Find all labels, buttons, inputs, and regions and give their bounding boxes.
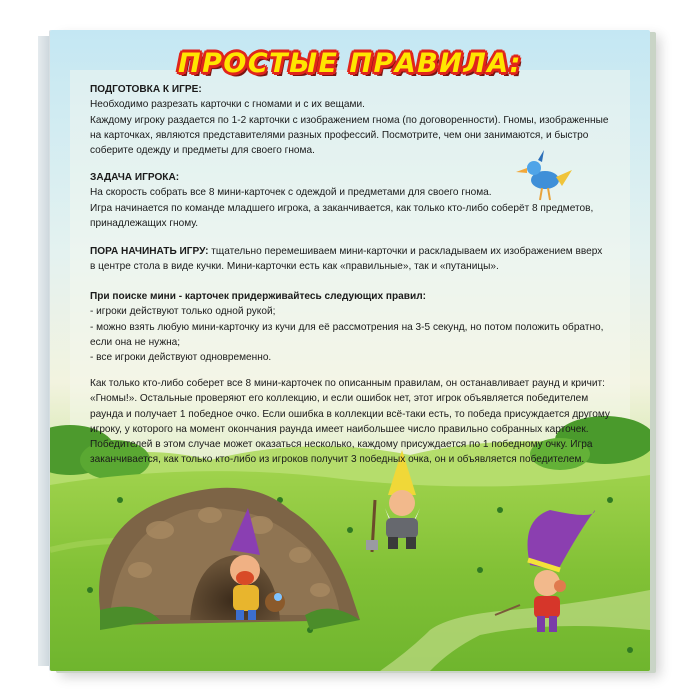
text-line: - игроки действуют только одной рукой;: [90, 306, 276, 318]
section-heading: ПОРА НАЧИНАТЬ ИГРУ:: [90, 246, 209, 257]
text-line: принадлежащих гному.: [90, 217, 199, 229]
section-heading: ПОДГОТОВКА К ИГРЕ:: [90, 84, 202, 95]
text-line: соберите одежду и предметы для своего гнома.: [90, 145, 315, 157]
text-line: Как только кто-либо соберет все 8 мини-карточек по описанным правилам, он останавливает раунд и кричит:: [90, 378, 605, 389]
text-line: Победителей в этом случае может оказаться несколько, каждому присуждается по 1 победному очку. Игра: [90, 439, 593, 451]
text-line: на карточках, являются представителями разных профессий. Посмотрите, чем они занимаются, и быстро: [90, 129, 589, 141]
text-line: - можно взять любую мини-карточку из кучи для её рассмотрения на 3-5 секунд, но потом положить обратно,: [90, 321, 604, 333]
text-line: в центре стола в виде кучки. Мини-карточки есть как «правильные», так и «путаницы».: [90, 261, 499, 273]
section-preparation: [90, 82, 630, 158]
section-heading: При поиске мини - карточек придерживайтесь следующих правил:: [90, 291, 426, 302]
section-rules: [90, 289, 630, 365]
text-line: «Гномы!». Остальные проверяют его коллекцию, и если ошибок нет, этот игрок объявляется победителем: [90, 393, 589, 405]
section-end: [90, 376, 630, 468]
text-line: На скорость собрать все 8 мини-карточек с одеждой и предметами для своего гнома.: [90, 187, 492, 199]
text-line: игроку, у которого на момент окончания раунда имеет наибольшее число правильно собранных карточек.: [90, 423, 589, 435]
text-line: если она не нужна;: [90, 336, 181, 348]
text-line: Игра начинается по команде младшего игрока, а заканчивается, как только кто-либо соберёт 8 предметов,: [90, 202, 594, 214]
section-task: [90, 170, 630, 231]
section-heading: ЗАДАЧА ИГРОКА:: [90, 172, 180, 183]
text-line: Необходимо разрезать карточки с гномами и с их вещами.: [90, 99, 365, 111]
text-line: раунда и получает 1 победное очко. Если ошибка в коллекции всё-таки есть, то победа присуждается другому: [90, 408, 610, 420]
text-line: тщательно перемешиваем мини-карточки и раскладываем их изображением вверх: [208, 246, 603, 257]
rules-page: [50, 30, 650, 671]
page-title: ПРОСТЫЕ ПРАВИЛА:: [178, 48, 522, 79]
text-line: Каждому игроку раздается по 1-2 карточки с изображением гнома (по договоренности). Гномы, изображенные: [90, 114, 609, 126]
text-line: заканчивается, как только кто-либо из игроков получит 3 победных очка, он и объявляется победителем.: [90, 454, 585, 466]
text-line: - все игроки действуют одновременно.: [90, 352, 272, 364]
section-start: [90, 244, 630, 275]
